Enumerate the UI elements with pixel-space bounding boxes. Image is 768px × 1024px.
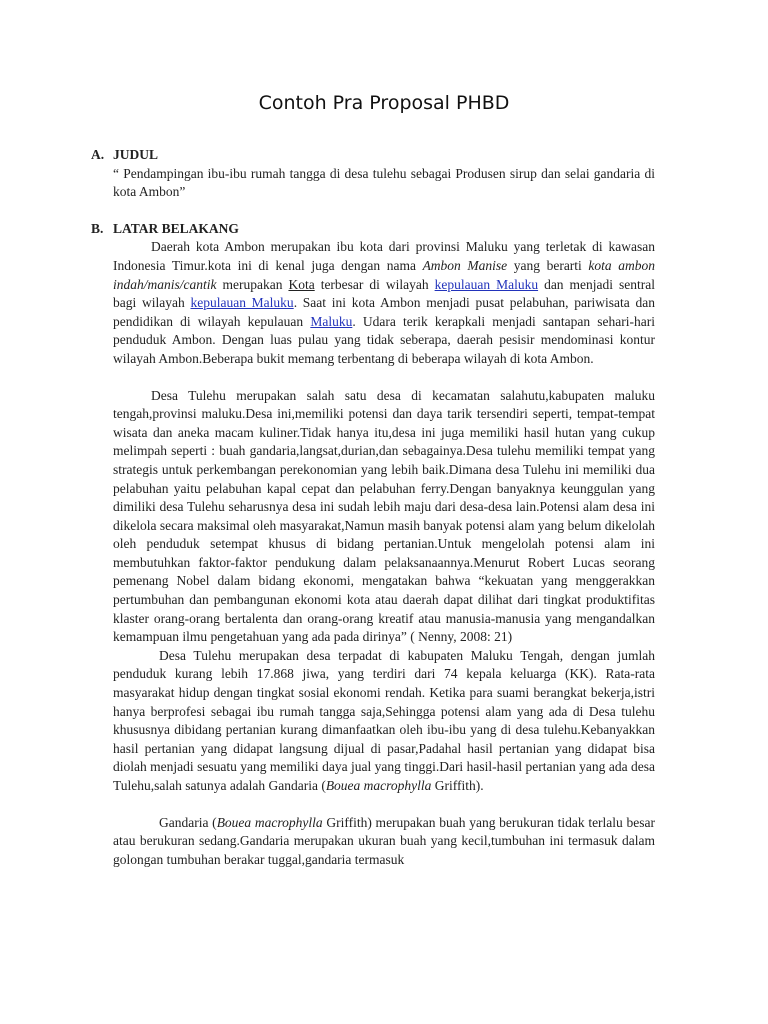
p1-text-5: dan menjadi sentral bagi wilayah (113, 276, 655, 311)
paragraph-1 (113, 238, 655, 368)
p3-text-2: Griffith). (431, 778, 484, 793)
p1-text-6: . Saat ini kota Ambon menjadi pusat pelabuhan, pariwisata dan pendidikan di wilayah kepulauan (113, 295, 656, 329)
p1-text-1: Daerah kota Ambon merupakan ibu kota dari provinsi Maluku yang terletak di kawasan Indonesia Timur.kota ini di kenal juga dengan nama (113, 239, 655, 273)
kota-link[interactable]: Kota (288, 276, 315, 292)
paragraph-4 (113, 814, 655, 870)
maluku-link[interactable]: Maluku (310, 313, 353, 329)
ambon-manise-term: Ambon Manise (422, 257, 508, 273)
species-name-2: Bouea macrophylla (216, 814, 323, 830)
paragraph-3 (113, 647, 655, 796)
kepulauan-maluku-link-2[interactable]: kepulauan Maluku (190, 295, 294, 311)
document-body (91, 146, 656, 869)
section-a-text: “ Pendampingan ibu-ibu rumah tangga di desa tulehu sebagai Produsen sirup dan selai gandaria di kota Ambon” (113, 165, 655, 200)
p4-text-1: Gandaria ( (159, 814, 217, 830)
species-name: Bouea macrophylla (325, 778, 432, 793)
section-a-heading (91, 146, 655, 165)
section-a-letter: A. (91, 147, 105, 162)
section-b-title: LATAR BELAKANG (113, 220, 239, 236)
kepulauan-maluku-link-1[interactable]: kepulauan Maluku (434, 276, 539, 292)
p1-text-4: terbesar di wilayah (314, 276, 435, 292)
p1-text-2: yang berarti (507, 257, 589, 273)
p1-text-7: . Udara terik kerapkali menjadi santapan sehari-hari penduduk Ambon. Dengan luas pulau yang tidak seberapa, daerah pesisir mendominasi kontur wilayah Ambon.Beberapa bukit memang terbentang di beberapa wilayah di kota Ambon. (113, 313, 656, 366)
p3-text-1: Desa Tulehu merupakan desa terpadat di kabupaten Maluku Tengah, dengan jumlah penduduk kurang lebih 17.868 jiwa, yang terdiri dari 74 kepala keluarga (KK). Rata-rata masyarakat hidup dengan tingkat sosial ekonomi rendah. Ketika para suami berangkat bekerja,istri hanya berprofesi sebagai ibu rumah tangga saja,Sehingga potensi alam yang ada di Desa tulehu khususnya dibidang pertanian kurang dimanfaatkan oleh ibu-ibu yang di desa tulehu.Kebanyakkan hasil pertanian yang didapat langsung dijual di pasar,Padahal hasil pertanian yang didapat bisa diolah menjadi sesuatu yang memiliki daya jual yang tinggi.Dari hasil-hasil pertanian yang ada desa Tulehu,salah satunya adalah Gandaria ( (113, 647, 655, 793)
p4-text-2: Griffith) merupakan buah yang berukuran tidak terlalu besar atau berukuran sedang.Gandaria merupakan ukuran buah yang kecil,tumbuhan ini termasuk dalam golongan tumbuhan berakar tuggal,gandaria termasuk (113, 814, 655, 867)
section-b-letter: B. (91, 220, 104, 236)
paragraph-2: Desa Tulehu merupakan salah satu desa di kecamatan salahutu,kabupaten maluku tengah,provinsi maluku.Desa ini,memiliki potensi dan daya tarik tersendiri seperti, tempat-tempat wisata dan aneka macam kuliner.Tidak hanya itu,desa ini juga memiliki hasil hutan yang cukup melimpah seperti : buah gandaria,langsat,durian,dan sebagainya.Desa tulehu memiliki tempat yang strategis untuk perkembangan perekonomian yang lebih baik.Dimana desa Tulehu ini memiliki dua pelabuhan yaitu pelabuhan kapal cepat dan pelabuhan ferry.Dengan banyaknya keunggulan yang dimiliki desa Tulehu seharusnya desa ini sudah lebih maju dari desa-desa lain.Potensi alam desa ini dikelola secara maksimal oleh masyarakat,Namun masih banyak potensi alam yang belum dikelolah oleh penduduk setempat khusus di bidang pertanian.Untuk mengelolah potensi alam ini membutuhkan faktor-faktor pendukung dalam pelaksanaannya.Menurut Robert Lucas seorang pemenang Nobel dalam bidang ekonomi, mengatakan bahwa “kekuatan yang menggerakkan pertumbuhan dan pembangunan ekonomi kota atau daerah dapat dilihat dari tingkat produktifitas klaster orang-orang bertalenta dan orang-orang kreatif atau manusia-manusia yang mengandalkan kemampuan ilmu pengetahuan yang ada pada dirinya” ( Nenny, 2008: 21) (113, 387, 655, 645)
page-title: Contoh Pra Proposal PHBD (258, 92, 510, 114)
kota-ambon-indah-term: kota ambon indah/manis/cantik (113, 257, 655, 292)
p1-text-3: merupakan (216, 276, 289, 292)
section-b-heading (91, 220, 655, 239)
section-a-title: JUDUL (113, 147, 159, 162)
